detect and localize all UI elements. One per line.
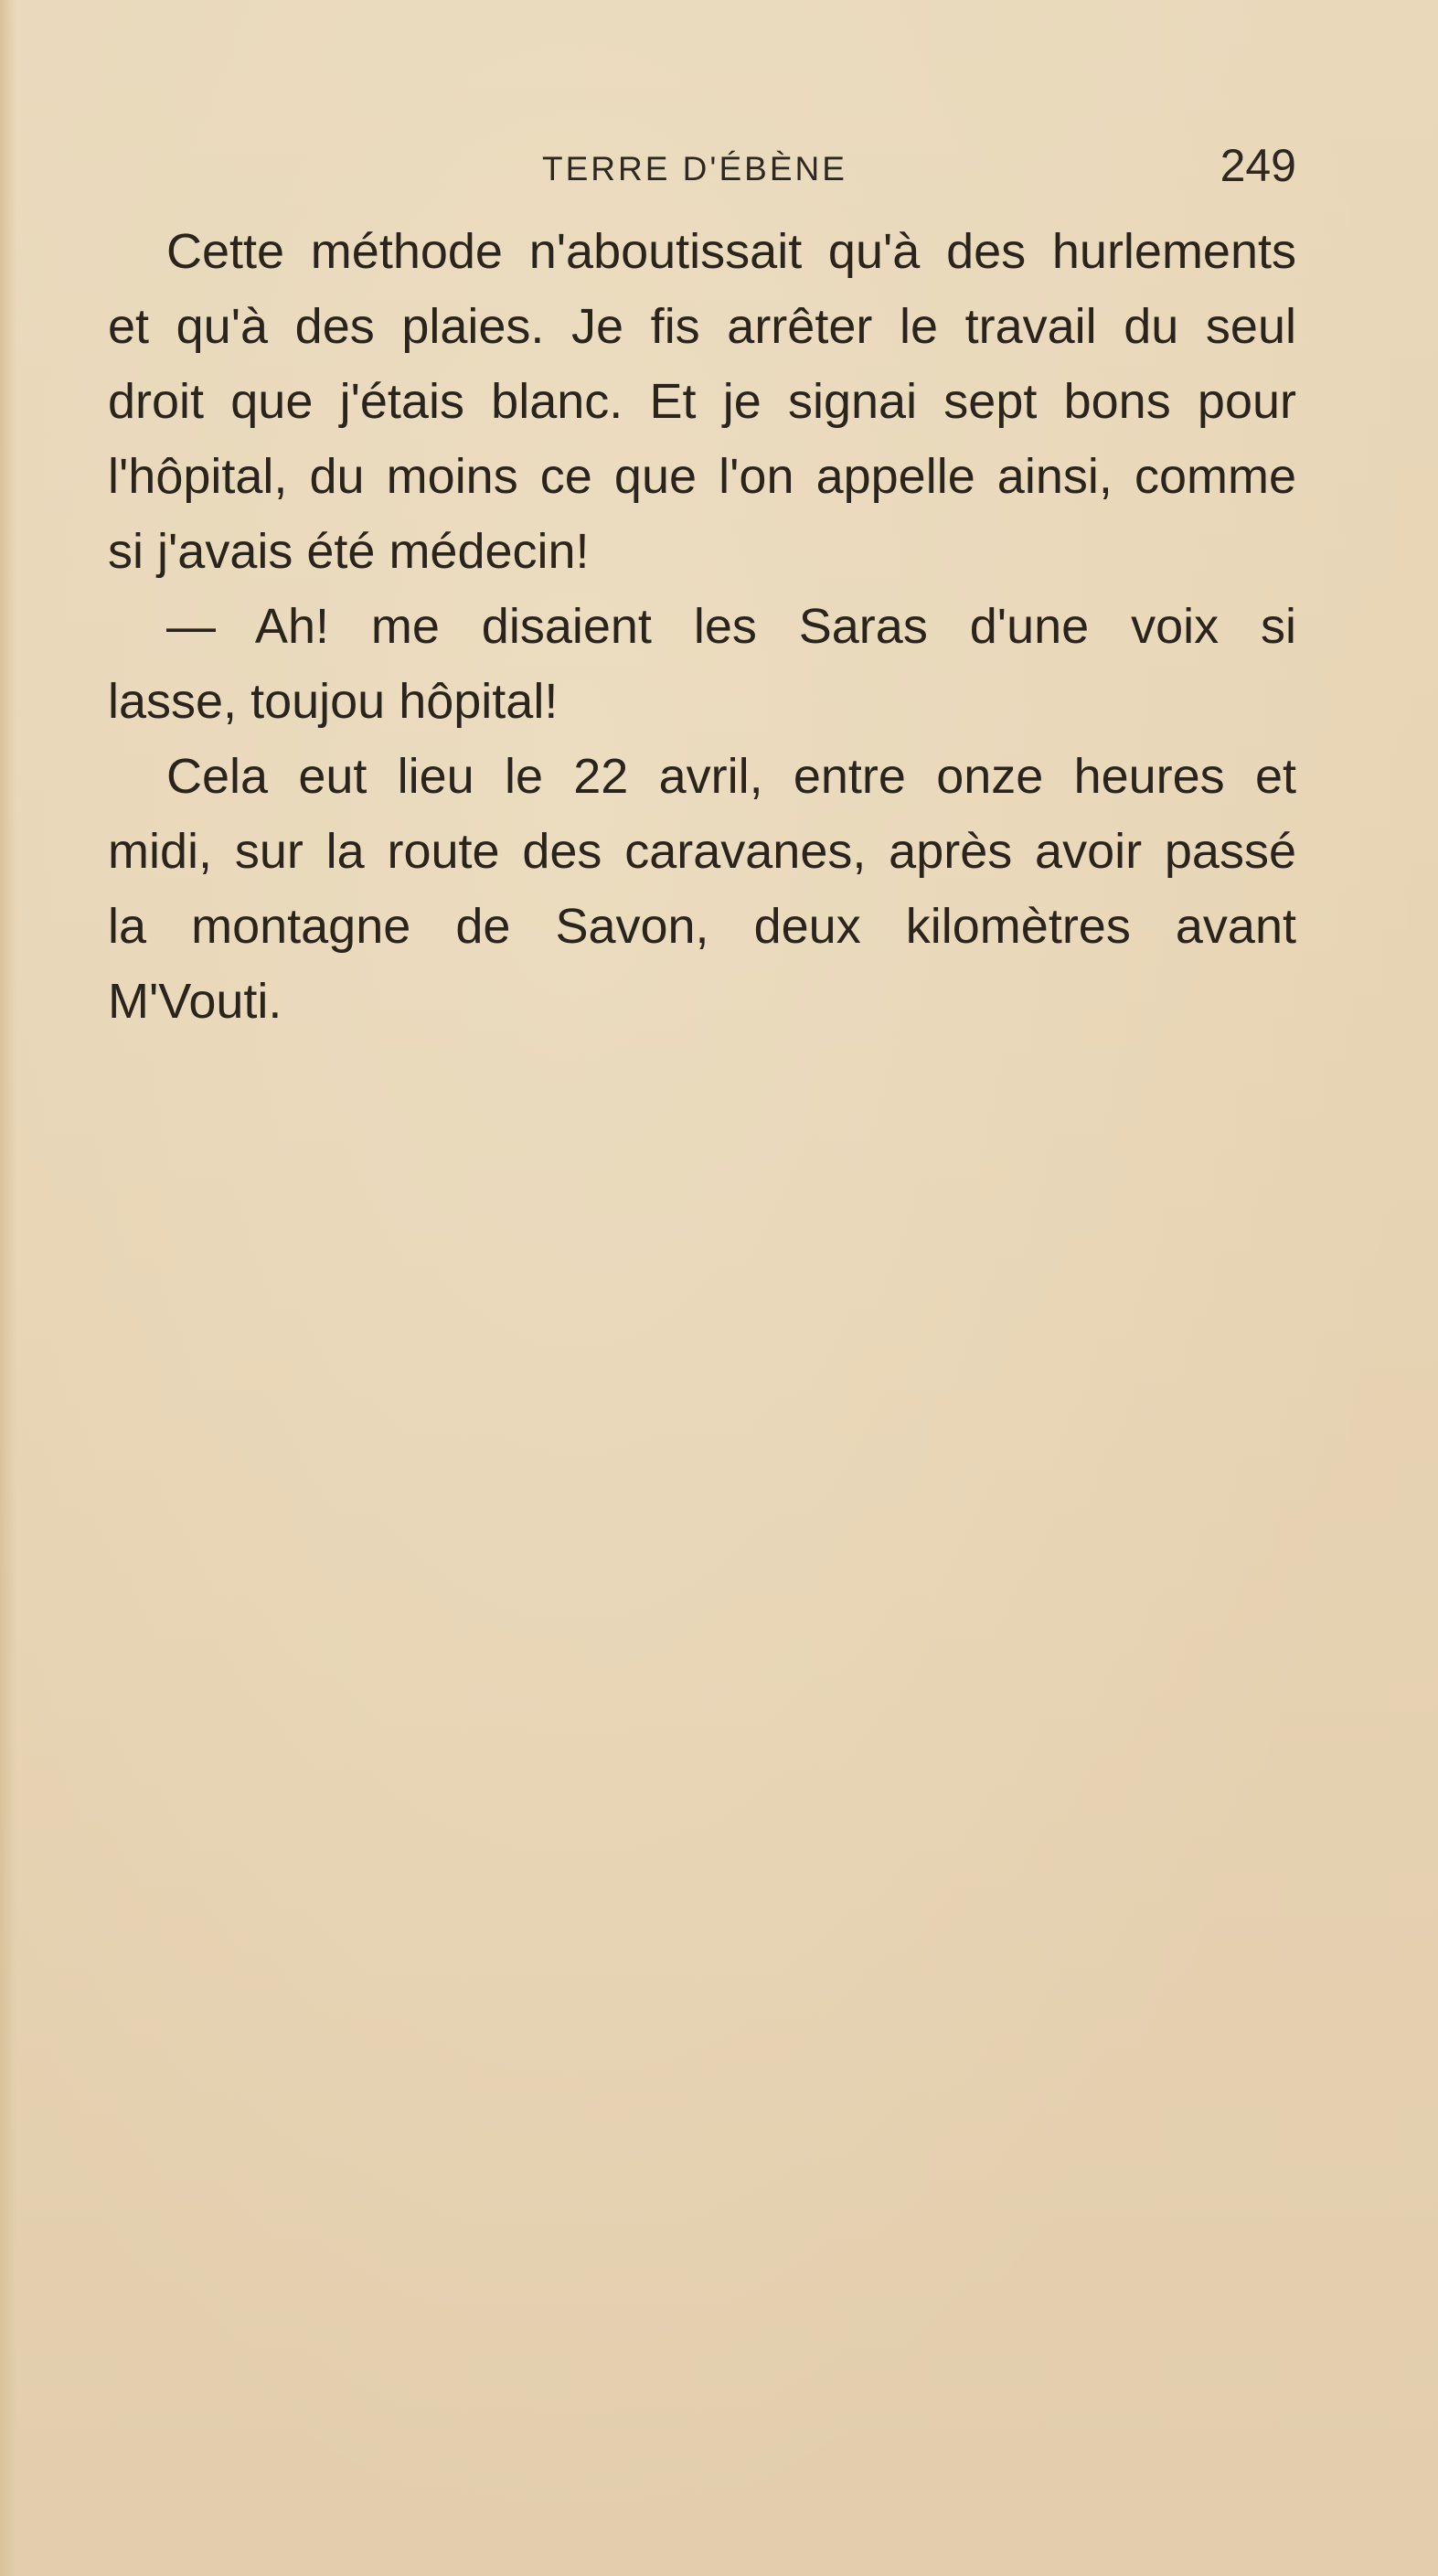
text-line: droit que j'étais blanc. Et je signai sept bons pour	[108, 374, 1296, 429]
paragraph-2	[108, 589, 1296, 739]
text-line: midi, sur la route des caravanes, après avoir passé	[108, 824, 1296, 879]
text-line: lasse, toujou hôpital!	[108, 674, 559, 729]
text-line: et qu'à des plaies. Je fis arrêter le travail du seul	[108, 299, 1296, 354]
paragraph-3	[108, 739, 1296, 1039]
text-line: — Ah! me disaient les Saras d'une voix si	[166, 599, 1296, 654]
text-line: Cette méthode n'aboutissait qu'à des hurlements	[166, 224, 1296, 279]
text-line: l'hôpital, du moins ce que l'on appelle ainsi, comme	[108, 449, 1296, 504]
running-title: TERRE D'ÉBÈNE	[542, 150, 847, 187]
text-line: M'Vouti.	[108, 974, 282, 1029]
text-line: la montagne de Savon, deux kilomètres avant	[108, 899, 1296, 954]
paragraph-1	[108, 214, 1296, 589]
text-line: si j'avais été médecin!	[108, 524, 590, 579]
running-head	[108, 137, 1296, 201]
text-line: Cela eut lieu le 22 avril, entre onze heures et	[166, 749, 1296, 804]
page-binding-edge	[0, 0, 16, 2576]
page-number: 249	[1220, 140, 1296, 191]
body-text	[108, 214, 1296, 1039]
